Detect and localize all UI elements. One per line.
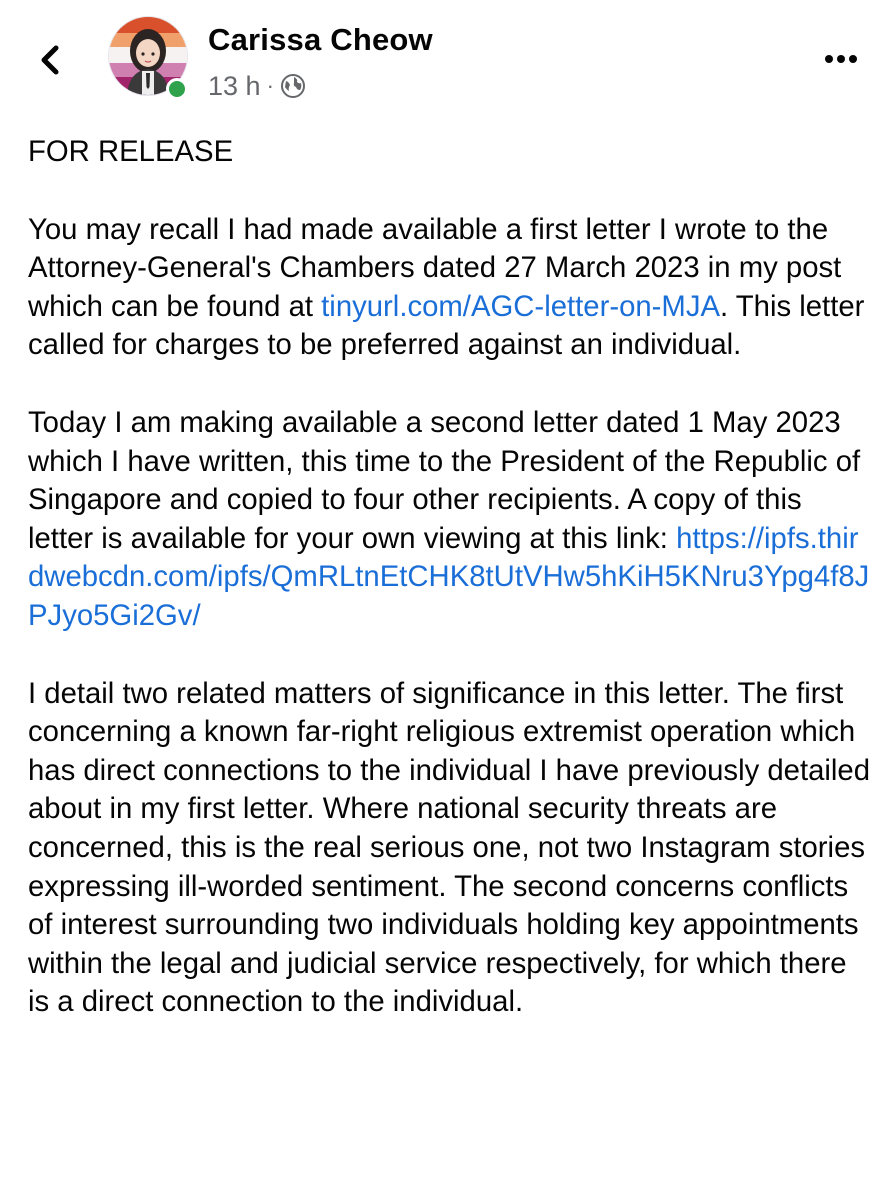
post-header: [0, 0, 895, 120]
online-status-indicator: [166, 78, 188, 100]
post-heading: FOR RELEASE: [28, 135, 234, 168]
chevron-left-icon: [34, 40, 70, 80]
paragraph-1-text-start: You may recall I had made available a first letter I wrote to the Attorney-General's Chambers dated 27 March 2023 in my post which can be found at: [28, 212, 842, 323]
post-paragraph-1: [28, 211, 870, 365]
post-body: [28, 133, 870, 1022]
author-name[interactable]: Carissa Cheow: [208, 22, 433, 57]
meta-separator: ·: [266, 73, 274, 98]
author-avatar[interactable]: [108, 16, 188, 102]
globe-icon[interactable]: [280, 73, 306, 99]
post-paragraph-3: I detail two related matters of significance in this letter. The first concerning a known far-right religious extremist operation which has direct connections to the individual I have previously detailed about in my first letter. Where national security threats are concerned, this is the real serious one, not two Instagram stories expressing ill-worded sentiment. The second concerns conflicts of interest surrounding two individuals holding key appointments within the legal and judicial service respectively, for which there is a direct connection to the individual.: [28, 676, 870, 1019]
more-horizontal-icon: [818, 44, 864, 74]
paragraph-2-text: Today I am making available a second letter dated 1 May 2023 which I have written, this time to the President of the Republic of Singapore and copied to four other recipients. A copy of this letter is available for your own viewing at this link:: [28, 405, 861, 555]
more-options-button[interactable]: [818, 44, 864, 74]
post-paragraph-2: [28, 404, 870, 636]
post-meta: [208, 68, 306, 104]
post-timestamp[interactable]: 13 h: [208, 70, 261, 101]
ipfs-letter-link[interactable]: https://ipfs.thirdwebcdn.com/ipfs/QmRLtnEtCHK8tUtVHw5hKiH5KNru3Ypg4f8JPJyo5Gi2Gv/: [28, 521, 870, 632]
back-button[interactable]: [34, 40, 70, 80]
paragraph-1-text-end: . This letter called for charges to be preferred against an individual.: [28, 289, 865, 362]
agc-letter-link[interactable]: tinyurl.com/AGC-letter-on-MJA: [321, 289, 721, 323]
